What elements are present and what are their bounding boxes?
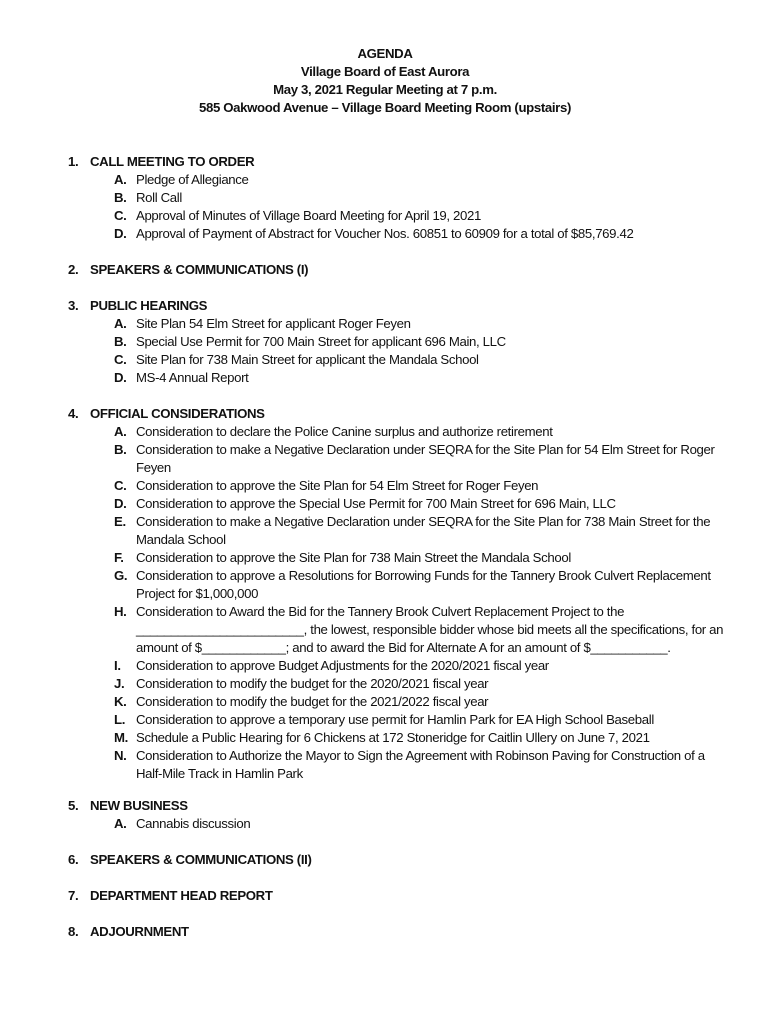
agenda-item xyxy=(68,815,728,833)
item-letter: H. xyxy=(114,604,127,619)
item-letter: L. xyxy=(114,712,126,727)
agenda-header xyxy=(0,45,770,117)
agenda-title: AGENDA xyxy=(357,46,413,61)
section-number: 8. xyxy=(68,924,79,939)
agenda-item xyxy=(68,675,728,693)
item-text: Consideration to modify the budget for the 2020/2021 fiscal year xyxy=(136,676,489,691)
item-text: Consideration to approve the Site Plan for 54 Elm Street for Roger Feyen xyxy=(136,478,539,493)
agenda-item xyxy=(68,477,728,495)
item-letter: B. xyxy=(114,442,127,457)
section-number: 7. xyxy=(68,888,79,903)
section-heading xyxy=(68,797,728,815)
item-letter: C. xyxy=(114,208,127,223)
item-text: Site Plan for 738 Main Street for applicant the Mandala School xyxy=(136,352,479,367)
item-text: Consideration to approve the Special Use Permit for 700 Main Street for 696 Main, LLC xyxy=(136,496,616,511)
agenda-sections xyxy=(68,135,728,941)
item-text: Schedule a Public Hearing for 6 Chickens at 172 Stoneridge for Caitlin Ullery on June 7, 2021 xyxy=(136,730,650,745)
agenda-item xyxy=(68,441,728,477)
item-letter: K. xyxy=(114,694,127,709)
agenda-item xyxy=(68,657,728,675)
agenda-item xyxy=(68,333,728,351)
section-number: 2. xyxy=(68,262,79,277)
agenda-item xyxy=(68,603,728,657)
item-letter: J. xyxy=(114,676,125,691)
item-letter: C. xyxy=(114,478,127,493)
item-text: Consideration to Award the Bid for the Tannery Brook Culvert Replacement Project to the ________________________, the lowest, responsible bidder whose bid meets all the specifications, for an amount of $____________; and to award the Bid for Alternate A for an amount of $___________. xyxy=(136,604,724,655)
item-text: Consideration to approve Budget Adjustments for the 2020/2021 fiscal year xyxy=(136,658,549,673)
item-text: Site Plan 54 Elm Street for applicant Roger Feyen xyxy=(136,316,411,331)
item-letter: A. xyxy=(114,172,127,187)
item-letter: A. xyxy=(114,424,127,439)
section-number: 4. xyxy=(68,406,79,421)
agenda-item xyxy=(68,693,728,711)
agenda-item xyxy=(68,747,728,783)
item-text: MS-4 Annual Report xyxy=(136,370,249,385)
item-text: Consideration to approve the Site Plan for 738 Main Street the Mandala School xyxy=(136,550,571,565)
agenda-item xyxy=(68,315,728,333)
section-title: SPEAKERS & COMMUNICATIONS (II) xyxy=(90,852,312,867)
section-heading xyxy=(68,851,728,869)
agenda-item xyxy=(68,351,728,369)
agenda-item xyxy=(68,171,728,189)
section-heading xyxy=(68,405,728,423)
agenda-section xyxy=(68,797,728,833)
item-text: Pledge of Allegiance xyxy=(136,172,249,187)
agenda-item xyxy=(68,549,728,567)
section-title: ADJOURNMENT xyxy=(90,924,189,939)
item-text: Consideration to modify the budget for the 2021/2022 fiscal year xyxy=(136,694,489,709)
section-items xyxy=(68,171,728,243)
item-text: Approval of Payment of Abstract for Voucher Nos. 60851 to 60909 for a total of $85,769.42 xyxy=(136,226,634,241)
item-text: Consideration to make a Negative Declaration under SEQRA for the Site Plan for 54 Elm Street for Roger Feyen xyxy=(136,442,715,475)
section-heading xyxy=(68,153,728,171)
item-text: Approval of Minutes of Village Board Meeting for April 19, 2021 xyxy=(136,208,481,223)
section-number: 6. xyxy=(68,852,79,867)
agenda-item xyxy=(68,207,728,225)
section-heading xyxy=(68,297,728,315)
section-title: OFFICIAL CONSIDERATIONS xyxy=(90,406,265,421)
item-text: Consideration to approve a Resolutions for Borrowing Funds for the Tannery Brook Culvert Replacement Project for $1,000,000 xyxy=(136,568,711,601)
board-name: Village Board of East Aurora xyxy=(300,64,470,79)
section-number: 5. xyxy=(68,798,79,813)
section-title: NEW BUSINESS xyxy=(90,798,188,813)
section-heading xyxy=(68,887,728,905)
item-letter: I. xyxy=(114,658,121,673)
item-letter: N. xyxy=(114,748,127,763)
agenda-section xyxy=(68,923,728,941)
item-letter: E. xyxy=(114,514,126,529)
agenda-item xyxy=(68,567,728,603)
item-letter: M. xyxy=(114,730,128,745)
item-letter: G. xyxy=(114,568,128,583)
agenda-section xyxy=(68,153,728,243)
section-items xyxy=(68,315,728,387)
agenda-section xyxy=(68,851,728,869)
agenda-item xyxy=(68,495,728,513)
meeting-location: 585 Oakwood Avenue – Village Board Meeting Room (upstairs) xyxy=(199,100,571,115)
item-letter: B. xyxy=(114,190,127,205)
section-title: DEPARTMENT HEAD REPORT xyxy=(90,888,273,903)
agenda-section xyxy=(68,405,728,783)
item-text: Consideration to declare the Police Canine surplus and authorize retirement xyxy=(136,424,553,439)
item-text: Roll Call xyxy=(136,190,182,205)
section-heading xyxy=(68,923,728,941)
section-number: 3. xyxy=(68,298,79,313)
agenda-item xyxy=(68,189,728,207)
item-letter: B. xyxy=(114,334,127,349)
agenda-item xyxy=(68,423,728,441)
item-letter: D. xyxy=(114,370,127,385)
item-letter: F. xyxy=(114,550,124,565)
item-text: Consideration to make a Negative Declaration under SEQRA for the Site Plan for 738 Main Street for the Mandala School xyxy=(136,514,711,547)
section-heading xyxy=(68,261,728,279)
agenda-section xyxy=(68,887,728,905)
agenda-section xyxy=(68,297,728,387)
meeting-date: May 3, 2021 Regular Meeting at 7 p.m. xyxy=(273,82,497,97)
item-letter: C. xyxy=(114,352,127,367)
section-title: CALL MEETING TO ORDER xyxy=(90,154,255,169)
agenda-item xyxy=(68,225,728,243)
item-letter: D. xyxy=(114,496,127,511)
agenda-item xyxy=(68,513,728,549)
agenda-item xyxy=(68,729,728,747)
section-items xyxy=(68,815,728,833)
item-letter: A. xyxy=(114,816,127,831)
item-text: Consideration to approve a temporary use permit for Hamlin Park for EA High School Baseball xyxy=(136,712,654,727)
section-number: 1. xyxy=(68,154,79,169)
item-letter: A. xyxy=(114,316,127,331)
agenda-section xyxy=(68,261,728,279)
section-items xyxy=(68,423,728,783)
agenda-item xyxy=(68,711,728,729)
item-text: Cannabis discussion xyxy=(136,816,251,831)
section-title: SPEAKERS & COMMUNICATIONS (I) xyxy=(90,262,309,277)
agenda-item xyxy=(68,369,728,387)
item-letter: D. xyxy=(114,226,127,241)
section-title: PUBLIC HEARINGS xyxy=(90,298,208,313)
item-text: Consideration to Authorize the Mayor to Sign the Agreement with Robinson Paving for Construction of a Half-Mile Track in Hamlin Park xyxy=(136,748,705,781)
item-text: Special Use Permit for 700 Main Street for applicant 696 Main, LLC xyxy=(136,334,506,349)
